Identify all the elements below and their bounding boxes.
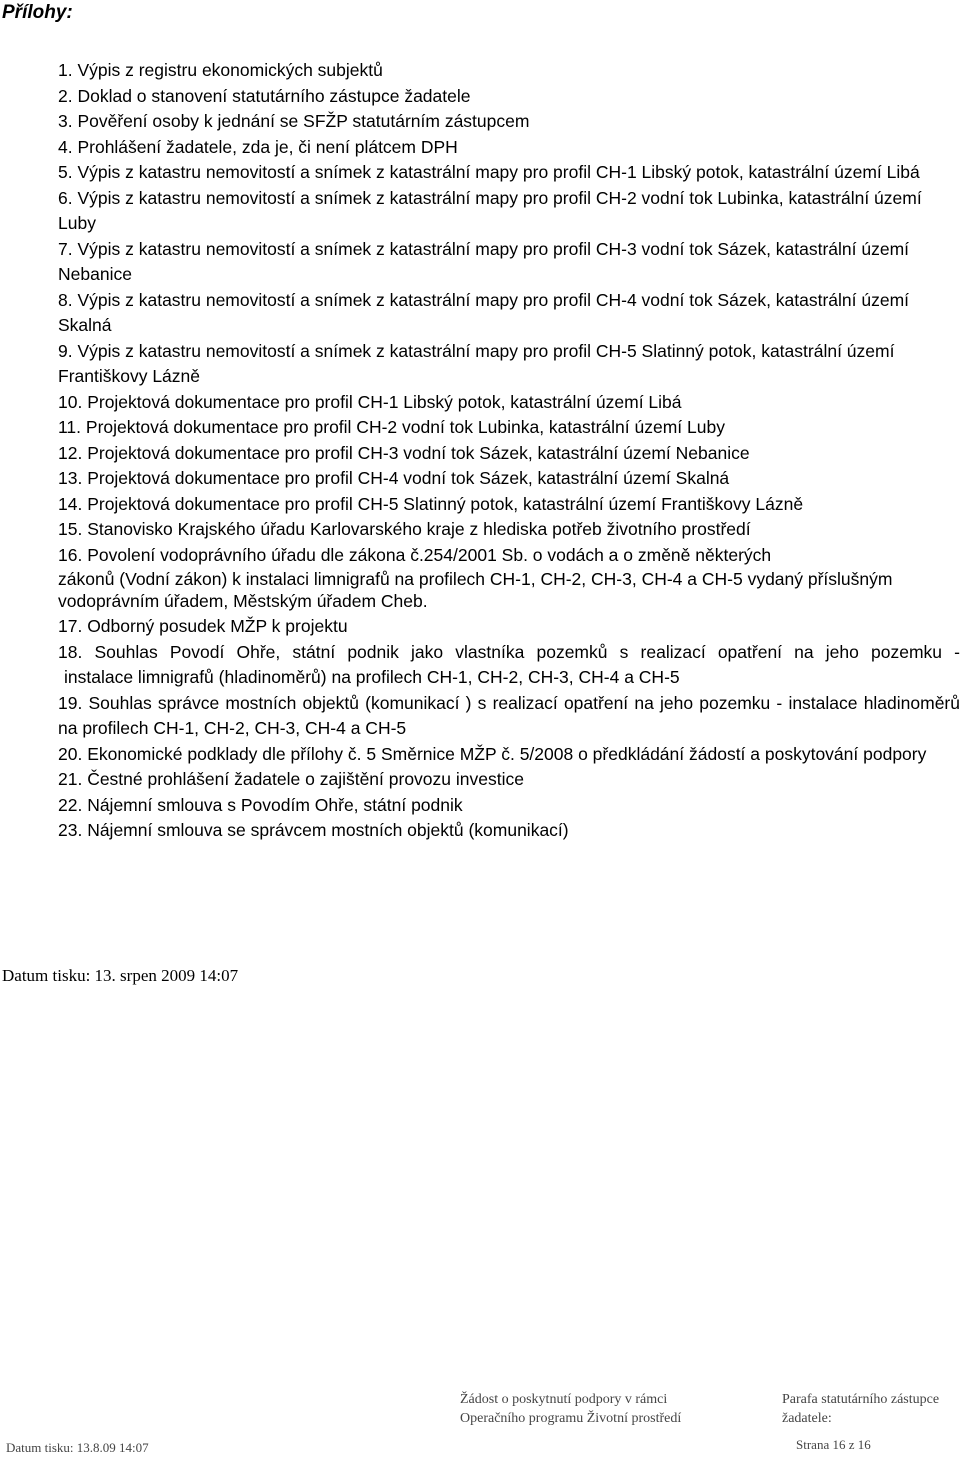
list-item: 18. Souhlas Povodí Ohře, státní podnik jako vlastníka pozemků s realizací opatření na jeho pozemku - (58, 641, 960, 662)
list-item: 15. Stanovisko Krajského úřadu Karlovarského kraje z hlediska potřeb životního prostředí (58, 519, 751, 539)
footer-page-number: Strana 16 z 16 (796, 1437, 871, 1452)
list-item: 11. Projektová dokumentace pro profil CH-2 vodní tok Lubinka, katastrální území Luby (58, 417, 725, 437)
footer-signature-line1: Parafa statutárního zástupce (782, 1392, 940, 1407)
footer-signature-line2: žadatele: (782, 1411, 832, 1426)
list-item: 9. Výpis z katastru nemovitostí a snímek z katastrální mapy pro profil CH-5 Slatinný potok, katastrální území Františkovy Lázně (58, 340, 895, 386)
list-item: 13. Projektová dokumentace pro profil CH-4 vodní tok Sázek, katastrální území Skalná (58, 468, 730, 488)
print-date: Datum tisku: 13. srpen 2009 14:07 (2, 966, 239, 985)
list-item: 21. Čestné prohlášení žadatele o zajištění provozu investice (58, 769, 524, 789)
list-item: 7. Výpis z katastru nemovitostí a snímek z katastrální mapy pro profil CH-3 vodní tok Sázek, katastrální území Nebanice (58, 238, 910, 284)
list-item: 20. Ekonomické podklady dle přílohy č. 5 Směrnice MŽP č. 5/2008 o předkládání žádostí a poskytování podpory (58, 743, 927, 764)
footer-print-date: Datum tisku: 13.8.09 14:07 (6, 1440, 149, 1455)
list-item: 8. Výpis z katastru nemovitostí a snímek z katastrální mapy pro profil CH-4 vodní tok Sázek, katastrální území Skalná (58, 289, 910, 335)
list-item: 23. Nájemní smlouva se správcem mostních objektů (komunikací) (58, 820, 569, 840)
list-item: 12. Projektová dokumentace pro profil CH-3 vodní tok Sázek, katastrální území Nebanice (58, 442, 750, 463)
list-item: 14. Projektová dokumentace pro profil CH-5 Slatinný potok, katastrální území Františkovy Lázně (58, 493, 804, 514)
footer-application-line1: Žádost o poskytnutí podpory v rámci (460, 1392, 668, 1407)
list-item: 6. Výpis z katastru nemovitostí a snímek z katastrální mapy pro profil CH-2 vodní tok Lubinka, katastrální území Luby (58, 187, 922, 233)
list-item: 22. Nájemní smlouva s Povodím Ohře, státní podnik (58, 794, 463, 815)
list-item: 10. Projektová dokumentace pro profil CH-1 Libský potok, katastrální území Libá (58, 391, 682, 412)
list-item: 5. Výpis z katastru nemovitostí a snímek z katastrální mapy pro profil CH-1 Libský potok, katastrální území Libá (58, 162, 920, 182)
list-item-continuation: zákonů (Vodní zákon) k instalaci limnigrafů na profilech CH-1, CH-2, CH-3, CH-4 a CH-5 vydaný příslušným vodoprávním úřadem, Městským úřadem Cheb. (58, 569, 893, 611)
footer-application-title (460, 1390, 681, 1428)
attachments-list (58, 58, 960, 844)
list-item: 17. Odborný posudek MŽP k projektu (58, 616, 348, 636)
list-item: 1. Výpis z registru ekonomických subjektů (58, 60, 383, 80)
list-item: 2. Doklad o stanovení statutárního zástupce žadatele (58, 85, 471, 106)
page-heading: Přílohy: (2, 2, 73, 23)
list-item: 3. Pověření osoby k jednání se SFŽP statutárním zástupcem (58, 111, 530, 131)
list-item: 16. Povolení vodoprávního úřadu dle zákona č.254/2001 Sb. o vodách a o změně některých (58, 544, 772, 565)
footer-application-line2: Operačního programu Životní prostředí (460, 1411, 682, 1426)
list-item: 19. Souhlas správce mostních objektů (komunikací ) s realizací opatření na jeho pozemku - instalace hladinoměrů na profilech CH-1, CH-2, CH-3, CH-4 a CH-5 (58, 692, 960, 738)
footer-signature-block (782, 1390, 939, 1428)
list-item-continuation: instalace limnigrafů (hladinoměrů) na profilech CH-1, CH-2, CH-3, CH-4 a CH-5 (64, 667, 680, 687)
list-item: 4. Prohlášení žadatele, zda je, či není plátcem DPH (58, 136, 458, 157)
